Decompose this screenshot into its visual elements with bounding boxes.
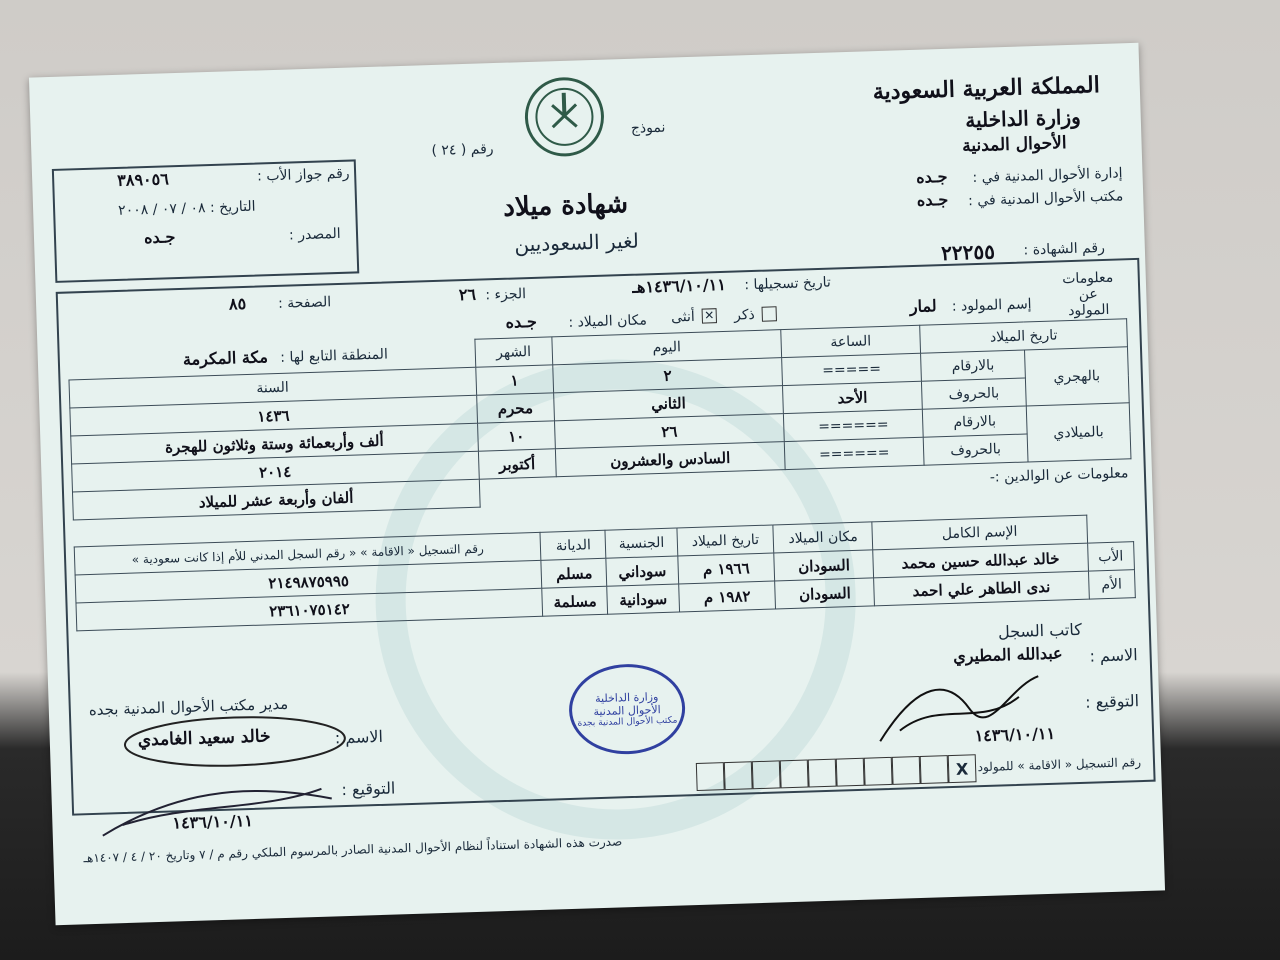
registrar-date: ١٤٣٦/١٠/١١ xyxy=(974,723,1056,746)
mother-name: ندى الطاهر علي احمد xyxy=(874,571,1089,606)
source-value: جـده xyxy=(143,227,176,248)
hijri-letters-label: بالحروف xyxy=(922,378,1026,409)
passport-value: ٣٨٩٠٥٦ xyxy=(116,169,170,190)
day-header: اليوم xyxy=(552,330,782,365)
father-registration: ٢١٤٩٨٧٥٩٩٥ xyxy=(75,560,542,603)
seal-line-1: وزارة الداخلية xyxy=(594,690,659,706)
male-label: ذكر xyxy=(733,306,756,324)
greg-hour-digits: ====== xyxy=(783,409,923,441)
hijri-digits-label: بالارقام xyxy=(921,350,1025,381)
newborn-name-label: إسم المولود : xyxy=(951,296,1032,315)
page-label: الصفحة : xyxy=(277,294,332,312)
female-checkbox[interactable]: ✕ xyxy=(702,308,717,323)
director-name-ellipse-icon xyxy=(119,708,351,775)
newborn-registration-mark: X xyxy=(948,754,977,783)
certificate-title: شهادة ميلاد xyxy=(502,188,629,223)
birthdate-header: تاريخ الميلاد xyxy=(677,525,774,556)
mother-birthdate: ١٩٨٢ م xyxy=(678,581,775,612)
region-label: المنطقة التابع لها : xyxy=(280,346,389,366)
admin-value: جـده xyxy=(915,166,948,187)
kingdom-title: المملكة العربية السعودية xyxy=(872,72,1101,106)
director-date: ١٤٣٦/١٠/١١ xyxy=(172,810,254,833)
mother-registration: ٢٣٦١٠٧٥١٤٢ xyxy=(76,588,543,631)
full-name-header: الإسم الكامل xyxy=(872,515,1087,550)
hijri-hour-digits: ===== xyxy=(781,353,921,385)
father-religion: مسلم xyxy=(541,558,607,588)
birth-place-value: جـده xyxy=(505,311,538,332)
registrar-name-value: عبدالله المطيري xyxy=(952,643,1063,666)
hijri-day-letters: الثاني xyxy=(554,386,784,421)
hijri-label: بالهجري xyxy=(1024,347,1129,406)
hijri-hour-letters: الأحد xyxy=(782,381,922,413)
footer-note: صدرت هذه الشهادة استناداً لنظام الأحوال المدنية الصادر بالمرسوم الملكي رقم م / ٧ وتاريخ ٢٠ / ٤ / ١٤٠٧هـ xyxy=(83,834,623,866)
mother-label: الأم xyxy=(1088,570,1135,599)
passport-date: التاريخ : ٠٨ / ٠٧ / ٢٠٠٨ xyxy=(117,198,256,219)
religion-header: الديانة xyxy=(540,530,606,560)
greg-hour-letters: ====== xyxy=(784,437,924,469)
birth-place-label: مكان الميلاد : xyxy=(568,312,648,331)
certificate-number-value: ٢٢٢٥٥ xyxy=(940,239,996,266)
hijri-year-digits: ١٤٣٦ xyxy=(70,395,477,436)
passport-label: رقم جواز الأب : xyxy=(256,165,350,185)
seal-line-3: مكتب الأحوال المدنية بجدة xyxy=(577,715,678,729)
director-signature-label: التوقيع : xyxy=(341,778,396,800)
director-name-label: الاسم : xyxy=(334,726,384,748)
registrar-name-label: الاسم : xyxy=(1089,645,1138,666)
director-name-value: خالد سعيد الغامدي xyxy=(137,726,271,751)
birth-date-table xyxy=(68,318,1133,520)
director-title: مدير مكتب الأحوال المدنية بجده xyxy=(88,694,289,720)
female-label: أنثى xyxy=(670,308,696,326)
greg-month-digits: ١٠ xyxy=(477,421,555,451)
greg-year-digits: ٢٠١٤ xyxy=(72,451,479,492)
mother-nationality: سودانية xyxy=(607,584,679,614)
greg-month-letters: أكتوبر xyxy=(478,449,556,479)
newborn-name-value: لمار xyxy=(909,296,937,317)
birth-certificate xyxy=(29,43,1165,925)
reg-date-label: تاريخ تسجيلها : xyxy=(744,274,832,294)
mother-religion: مسلمة xyxy=(542,586,608,616)
greg-digits-label: بالارقام xyxy=(923,406,1027,437)
greg-letters-label: بالحروف xyxy=(923,434,1027,465)
parents-section-label: معلومات عن الوالدين :- xyxy=(989,465,1129,486)
father-nationality: سوداني xyxy=(606,556,678,586)
newborn-section-label: معلومات عن المولود xyxy=(1062,269,1114,320)
region-value: مكة المكرمة xyxy=(182,347,269,369)
nationality-header: الجنسية xyxy=(605,528,677,558)
certificate-subtitle: لغير السعوديين xyxy=(514,228,640,257)
father-birthdate: ١٩٦٦ م xyxy=(678,553,775,584)
emblem-icon xyxy=(521,74,608,161)
registration-header: رقم التسجيل « الاقامة » « رقم السجل المدني للأم إذا كانت سعودية » xyxy=(74,532,541,575)
greg-year-letters: ألفان وأربعة عشر للميلاد xyxy=(72,479,479,520)
gregorian-label: بالميلادي xyxy=(1026,403,1131,462)
birthplace-header: مكان الميلاد xyxy=(773,522,873,553)
hijri-day-digits: ٢ xyxy=(553,358,783,393)
part-value: ٢٦ xyxy=(458,284,477,305)
certificate-number-label: رقم الشهادة : xyxy=(1023,239,1106,259)
hijri-month-digits: ١ xyxy=(475,365,553,395)
father-label: الأب xyxy=(1087,542,1134,571)
father-name: خالد عبدالله حسين محمد xyxy=(873,543,1088,578)
hijri-month-letters: محرم xyxy=(476,393,554,423)
hour-header: الساعة xyxy=(781,325,921,357)
source-label: المصدر : xyxy=(288,225,341,244)
part-label: الجزء : xyxy=(485,286,527,304)
newborn-registration-label: رقم التسجيل « الاقامة » للمولود xyxy=(977,755,1142,775)
reg-date-value: ١٤٣٦/١٠/١١هـ xyxy=(631,274,727,297)
registrar-title: كاتب السجل xyxy=(997,619,1083,642)
greg-day-digits: ٢٦ xyxy=(555,414,785,449)
mother-birthplace: السودان xyxy=(775,578,875,609)
form-number: رقم ( ٢٤ ) xyxy=(431,141,494,160)
hijri-year-letters: ألف وأربعمائة وستة وثلاثون للهجرة xyxy=(71,423,478,464)
father-birthplace: السودان xyxy=(774,550,874,581)
page-value: ٨٥ xyxy=(228,293,247,314)
male-checkbox[interactable] xyxy=(762,306,777,321)
birth-date-label: تاريخ الميلاد xyxy=(920,319,1127,353)
office-value: جـده xyxy=(916,189,949,210)
office-label: مكتب الأحوال المدنية في : xyxy=(967,188,1124,210)
director-signature-icon xyxy=(91,768,343,846)
year-header: السنة xyxy=(69,367,476,408)
agency-title: الأحوال المدنية xyxy=(961,133,1067,157)
ministry-title: وزارة الداخلية xyxy=(964,104,1082,133)
seal-line-2: الأحوال المدنية xyxy=(593,703,661,719)
form-label: نموذج xyxy=(630,119,666,137)
greg-day-letters: السادس والعشرون xyxy=(555,442,785,477)
month-header: الشهر xyxy=(474,337,552,367)
admin-label: إدارة الأحوال المدنية في : xyxy=(972,165,1123,187)
registrar-signature-label: التوقيع : xyxy=(1084,691,1140,712)
